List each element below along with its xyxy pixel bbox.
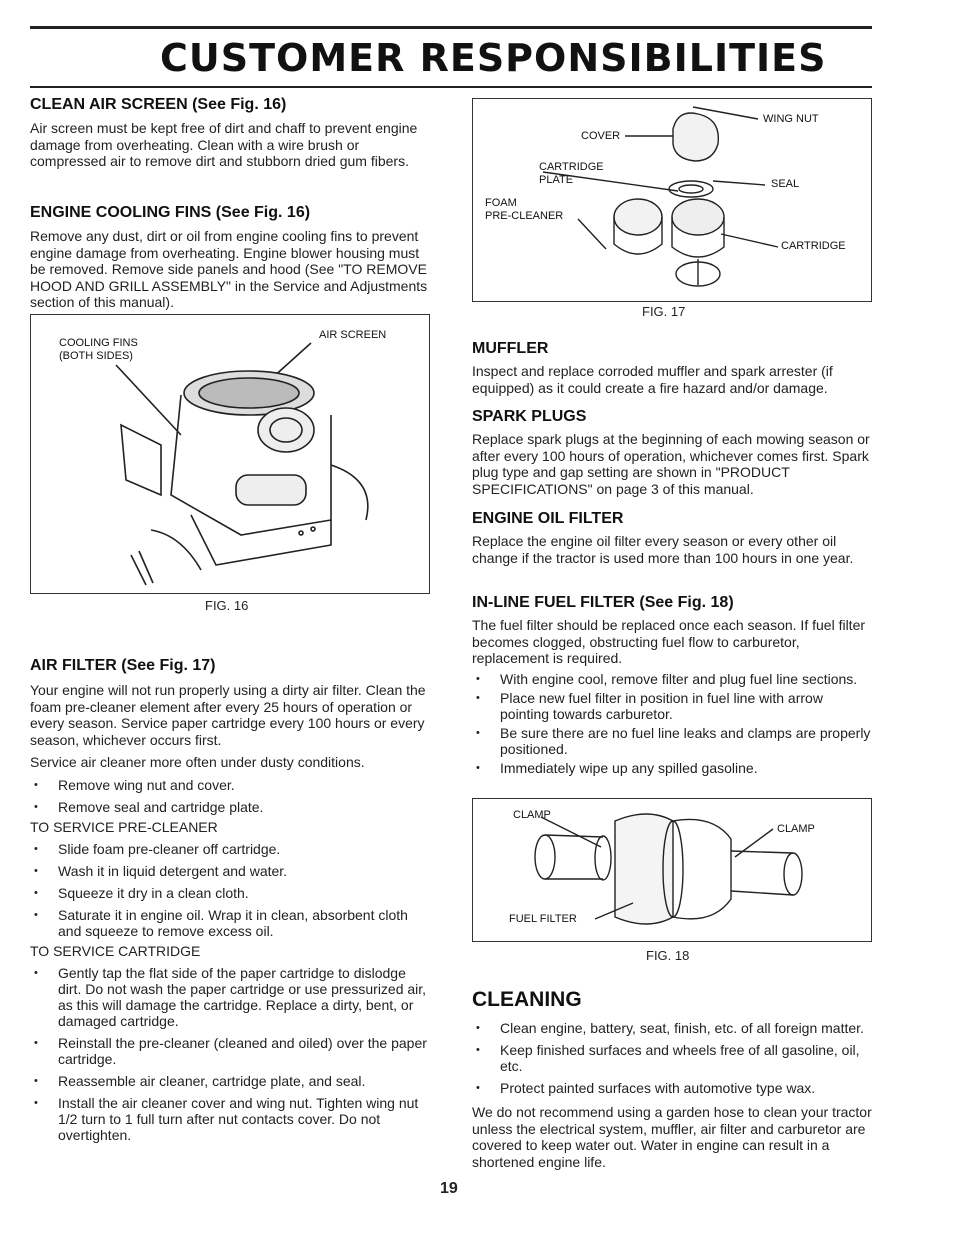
air-filter-illustration xyxy=(473,99,871,301)
list-item: • Slide foam pre-cleaner off cartridge. xyxy=(30,841,432,857)
list-item: • Place new fuel filter in position in fuel line with arrow pointing towards carburetor. xyxy=(472,690,872,722)
section-cleaning xyxy=(472,988,874,1170)
text-air-filter-intro: Your engine will not run properly using a dirty air filter. Clean the foam pre-cleaner element after every 25 hours of operation or every season. Service paper cartridge every 100 hours or every season, whichever occurs first. xyxy=(30,682,426,748)
list-item: • Reinstall the pre-cleaner (cleaned and oiled) over the paper cartridge. xyxy=(30,1035,432,1067)
heading-air-filter: AIR FILTER (See Fig. 17) xyxy=(30,657,216,674)
heading-oil-filter: ENGINE OIL FILTER xyxy=(472,510,624,527)
caption-fig-18: FIG. 18 xyxy=(646,948,690,963)
page-number: 19 xyxy=(440,1180,458,1197)
label-cartridge-plate-2: PLATE xyxy=(539,174,574,186)
text-oil-filter: Replace the engine oil filter every season or every other oil change if the tractor is used more than 100 hours in one year. xyxy=(472,533,854,566)
caption-fig-17: FIG. 17 xyxy=(642,304,686,319)
title-rule xyxy=(30,86,872,88)
list-item: • Wash it in liquid detergent and water. xyxy=(30,863,432,879)
label-foam: FOAM xyxy=(485,197,517,209)
label-clamp-right: CLAMP xyxy=(777,823,815,835)
heading-cleaning: CLEANING xyxy=(472,988,582,1011)
text-fuel-filter: The fuel filter should be replaced once each season. If fuel filter becomes clogged, obstructing fuel flow to carburetor, replacement is required. xyxy=(472,617,866,666)
label-cartridge: CARTRIDGE xyxy=(781,240,846,252)
list-item: • Remove seal and cartridge plate. xyxy=(30,799,432,815)
section-fuel-filter xyxy=(472,594,872,776)
section-air-filter xyxy=(30,657,432,1143)
list-item: • Protect painted surfaces with automotive type wax. xyxy=(472,1080,874,1096)
subheading-cartridge: TO SERVICE CARTRIDGE xyxy=(30,942,201,959)
heading-muffler: MUFFLER xyxy=(472,340,549,357)
label-cooling-fins: COOLING FINS xyxy=(59,337,138,349)
list-item: • Reassemble air cleaner, cartridge plate, and seal. xyxy=(30,1073,432,1089)
label-cartridge-plate-1: CARTRIDGE xyxy=(539,161,604,173)
section-spark-plugs xyxy=(472,408,872,497)
list-item: • Squeeze it dry in a clean cloth. xyxy=(30,885,432,901)
heading-clean-air-screen: CLEAN AIR SCREEN (See Fig. 16) xyxy=(30,96,287,113)
label-wing-nut: WING NUT xyxy=(763,113,819,125)
figure-16 xyxy=(30,314,430,594)
list-item: • Be sure there are no fuel line leaks and clamps are properly positioned. xyxy=(472,725,872,757)
heading-cooling-fins: ENGINE COOLING FINS (See Fig. 16) xyxy=(30,204,311,221)
text-clean-air-screen: Air screen must be kept free of dirt and chaff to prevent engine damage from overheating. Clean with a wire brush or compressed air to remove dirt and stubborn dried gum fibers. xyxy=(30,120,418,169)
text-cleaning: We do not recommend using a garden hose to clean your tractor unless the electrical system, muffler, air filter and carburetor are covered to keep water out. Water in engine can result in a shortened engine life. xyxy=(472,1104,872,1170)
subheading-pre-cleaner: TO SERVICE PRE-CLEANER xyxy=(30,818,218,835)
list-item: • Clean engine, battery, seat, finish, etc. of all foreign matter. xyxy=(472,1020,874,1036)
list-item: • Saturate it in engine oil. Wrap it in clean, absorbent cloth and squeeze to remove excess oil. xyxy=(30,907,432,939)
heading-spark-plugs: SPARK PLUGS xyxy=(472,408,587,425)
text-muffler: Inspect and replace corroded muffler and spark arrester (if equipped) as it could create a fire hazard and/or damage. xyxy=(472,363,833,396)
list-item: • Gently tap the flat side of the paper cartridge to dislodge dirt. Do not wash the paper cartridge or use pressurized air, as this will damage the cartridge. Replace a dirty, bent, or damaged cartridge. xyxy=(30,965,432,1029)
section-muffler xyxy=(472,340,872,396)
label-seal: SEAL xyxy=(771,178,800,190)
text-spark-plugs: Replace spark plugs at the beginning of each mowing season or after every 100 hours of operation, whichever comes first. Spark plug type and gap setting are shown in "PRODUCT SPECIFICATIONS" on page 3 of this manual. xyxy=(472,431,870,497)
label-fuel-filter: FUEL FILTER xyxy=(509,913,577,925)
caption-fig-16: FIG. 16 xyxy=(205,598,249,613)
label-cover: COVER xyxy=(581,130,621,142)
section-clean-air-screen xyxy=(30,96,430,170)
top-rule xyxy=(30,26,872,29)
text-cooling-fins: Remove any dust, dirt or oil from engine cooling fins to prevent engine damage from overheating. Engine blower housing must be removed. Remove side panels and hood (See "TO REMOVE HOOD AND GRILL ASSEMBLY" in the Service and Adjustments section of this manual). xyxy=(30,228,428,310)
figure-18 xyxy=(472,798,872,942)
label-clamp-left: CLAMP xyxy=(513,809,551,821)
list-item: • Remove wing nut and cover. xyxy=(30,777,432,793)
section-cooling-fins xyxy=(30,204,430,311)
list-item: • Install the air cleaner cover and wing nut. Tighten wing nut 1/2 turn to 1 full turn after nut contacts cover. Do not overtighten. xyxy=(30,1095,432,1143)
list-item: • Keep finished surfaces and wheels free of all gasoline, oil, etc. xyxy=(472,1042,874,1074)
label-air-screen: AIR SCREEN xyxy=(319,329,387,341)
text-air-filter-dusty: Service air cleaner more often under dusty conditions. xyxy=(30,754,365,770)
label-pre-cleaner: PRE-CLEANER xyxy=(485,210,564,222)
list-item: • Immediately wipe up any spilled gasoline. xyxy=(472,760,872,776)
page-title: CUSTOMER RESPONSIBILITIES xyxy=(160,36,827,80)
list-item: • With engine cool, remove filter and plug fuel line sections. xyxy=(472,671,872,687)
label-both-sides: (BOTH SIDES) xyxy=(59,350,133,362)
section-oil-filter xyxy=(472,510,872,566)
heading-fuel-filter: IN-LINE FUEL FILTER (See Fig. 18) xyxy=(472,594,734,611)
figure-17 xyxy=(472,98,872,302)
